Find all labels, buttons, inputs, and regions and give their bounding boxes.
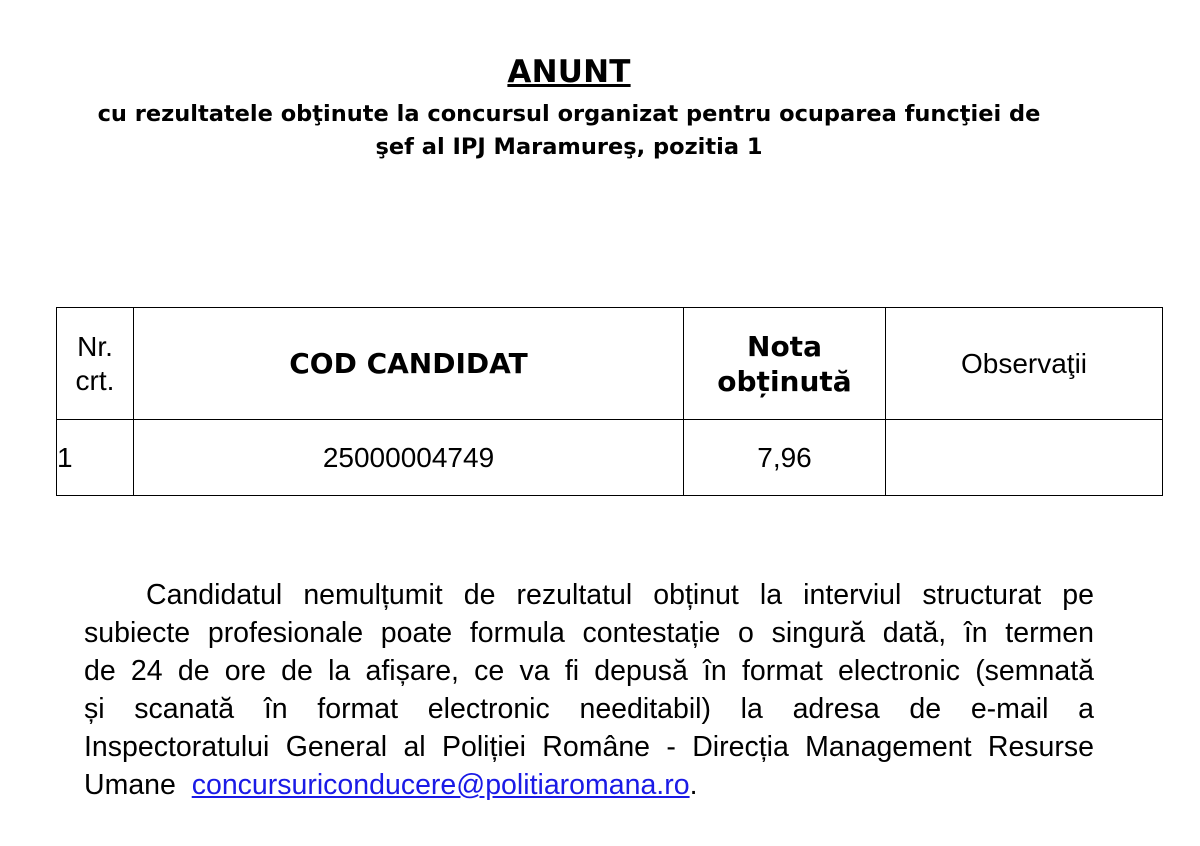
table-header-row xyxy=(57,308,1163,420)
header-nr-line2: crt. xyxy=(75,364,115,396)
results-table xyxy=(56,307,1163,496)
page-title: ANUNT xyxy=(507,54,631,90)
notice-last-prefix: Umane xyxy=(84,769,176,801)
notice-line-6 xyxy=(84,766,1094,804)
notice-line-2: subiecte profesionale poate formula contestație o singură dată, în termen xyxy=(84,617,1094,649)
page-subtitle xyxy=(0,98,1138,164)
header-cod-candidat: COD CANDIDAT xyxy=(134,308,684,420)
header-nota-line1: Nota xyxy=(747,329,822,363)
notice-line-5: Inspectoratului General al Poliției Române - Direcția Management Resurse xyxy=(84,731,1094,763)
header-nr-line1: Nr. xyxy=(77,330,113,362)
notice-line-4: și scanată în format electronic needitabil) la adresa de e-mail a xyxy=(84,693,1094,725)
subtitle-line-1: cu rezultatele obţinute la concursul organizat pentru ocuparea funcţiei de xyxy=(97,101,1041,127)
header-nr-crt xyxy=(57,308,134,420)
notice-line-1: Candidatul nemulțumit de rezultatul obținut la interviul structurat pe xyxy=(146,579,1094,611)
notice-paragraph xyxy=(84,576,1094,804)
cell-cod-candidat: 25000004749 xyxy=(134,420,684,496)
header-nota-obtinuta xyxy=(684,308,886,420)
notice-last-suffix: . xyxy=(689,769,698,801)
cell-nota: 7,96 xyxy=(684,420,886,496)
cell-nr: 1 xyxy=(57,420,134,496)
header-observatii: Observaţii xyxy=(886,308,1163,420)
subtitle-line-2: şef al IPJ Maramureş, pozitia 1 xyxy=(375,134,763,160)
cell-observatii xyxy=(886,420,1163,496)
email-link[interactable]: concursuriconducere@politiaromana.ro xyxy=(191,769,690,801)
header-nota-line2: obținută xyxy=(717,364,852,398)
table-row xyxy=(57,420,1163,496)
notice-line-3: de 24 de ore de la afișare, ce va fi depusă în format electronic (semnată xyxy=(84,655,1094,687)
